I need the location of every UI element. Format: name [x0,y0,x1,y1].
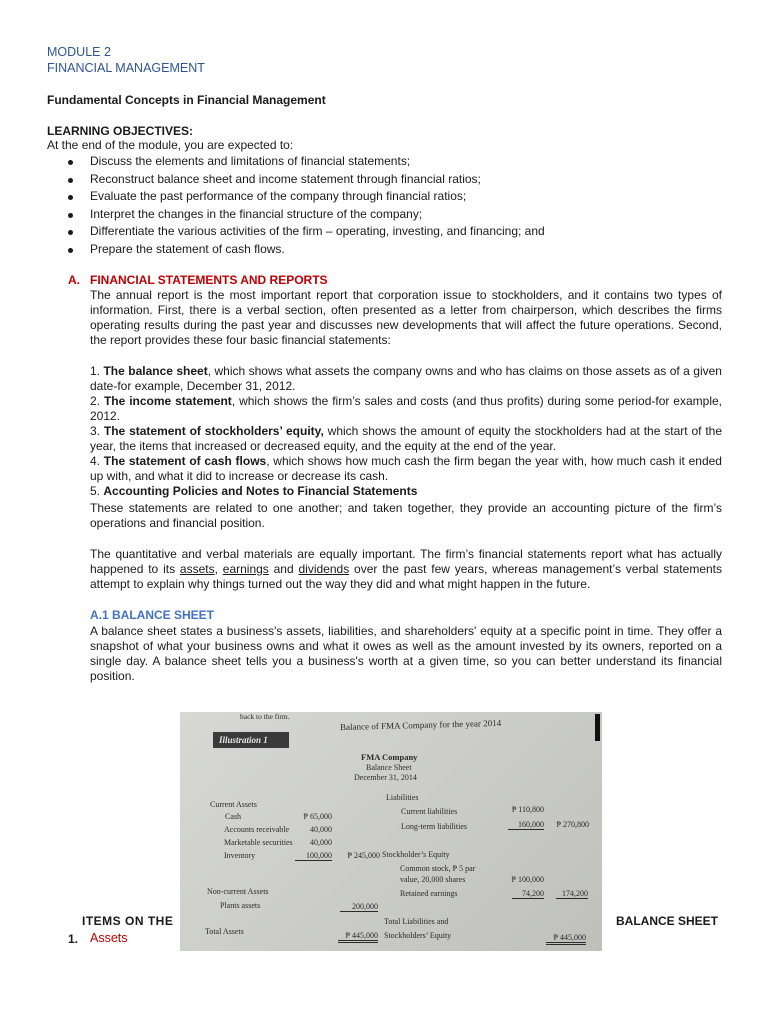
bullet-icon [68,213,73,218]
related-paragraph: These statements are related to one another; and taken together, they provide an accounting picture of the firm’s operations and financial position. [90,501,722,530]
list-item: Differentiate the various activities of the firm – operating, investing, and financing; and [90,223,545,241]
current-liabilities-value: ₱ 110,800 [511,805,544,814]
plant-value: 200,000 [340,902,378,912]
list-item: Evaluate the past performance of the company through financial ratios; [90,188,545,206]
statement-item: 3. The statement of stockholders’ equity, which shows the amount of equity the stockholders had at the start of the year, the items that increased or decreased equity, and the equity at the end of the year. [90,424,722,453]
document-name: Balance Sheet [366,763,412,772]
common-stock-value: ₱ 100,000 [511,875,544,884]
total-liab-equity-line1: Total Liabilities and [384,917,449,926]
bullet-icon [68,195,73,200]
liabilities-label: Liabilities [386,793,419,802]
retained-value: 74,200 [512,889,544,899]
statement-item: 5. Accounting Policies and Notes to Financial Statements [90,484,418,498]
list-item: Interpret the changes in the financial structure of the company; [90,206,545,224]
bullet-icon [68,160,73,165]
module-number: MODULE 2 [47,45,111,59]
assets-item-label: Assets [90,931,128,945]
section-a-intro: The annual report is the most important report that corporation issue to stockholders, and it contains two types of information. First, there is a verbal section, often presented as a letter from chairperson, which describes the firms operating results during the past year and discusses new developments that will affect the future operations. Second, the report provides these four basic financial statements: [90,288,722,347]
balance-sheet-illustration [180,712,602,951]
current-liabilities-label: Current liabilities [401,807,458,816]
list-item: Prepare the statement of cash flows. [90,241,545,259]
bullet-icon [68,248,73,253]
grand-total-value: ₱ 445,000 [546,933,586,945]
receivable-value: 40,000 [310,825,332,834]
dividends-link[interactable]: dividends [298,562,350,576]
bullet-icon [68,230,73,235]
securities-label: Marketable securities [224,838,293,847]
list-item: Discuss the elements and limitations of financial statements; [90,153,545,171]
total-assets-label: Total Assets [205,927,244,936]
section-a-title: FINANCIAL STATEMENTS AND REPORTS [90,273,328,287]
liabilities-total: ₱ 270,800 [556,820,589,829]
inventory-value: 100,000 [295,851,332,861]
equity-total: 174,200 [556,889,588,899]
total-assets-value: ₱ 445,000 [338,931,378,943]
items-heading-left: ITEMS ON THE [82,914,174,928]
statement-item: 2. The income statement, which shows the firm’s sales and costs (and thus profits) during some period-for example, 2012. [90,394,722,423]
statement-item: 1. The balance sheet, which shows what assets the company owns and who has claims on those assets as of a given date-for example, December 31, 2012. [90,364,722,393]
scan-edge-mark [595,714,600,741]
balance-sheet-heading: A.1 BALANCE SHEET [90,608,215,622]
receivable-label: Accounts receivable [224,825,290,834]
plant-label: Plants assets [220,901,261,910]
items-heading-right: BALANCE SHEET [616,914,719,928]
longterm-liabilities-label: Long-term liabilities [401,822,467,831]
illustration-caption: Balance of FMA Company for the year 2014 [339,717,502,733]
company-name: FMA Company [361,752,418,762]
current-assets-label: Current Assets [210,800,257,809]
longterm-liabilities-value: 160,000 [508,820,544,830]
retained-label: Retained earnings [400,889,458,898]
statements-list [90,364,722,499]
assets-link[interactable]: assets [179,562,215,576]
illustration-top-text: back to the firm. [240,712,290,721]
securities-value: 40,000 [310,838,332,847]
common-stock-line1: Common stock, ₱ 5 par [400,864,476,873]
current-assets-total: ₱ 245,000 [347,851,380,860]
statement-item: 4. The statement of cash flows, which shows how much cash the firm began the year with, how much cash it ended up with, and what it did to increase or decrease its cash. [90,454,722,483]
earnings-link[interactable]: earnings [222,562,269,576]
cash-label: Cash [225,812,241,821]
illustration-badge: Illustration 1 [213,732,289,748]
document-date: December 31, 2014 [354,773,417,782]
objectives-heading: LEARNING OBJECTIVES: [47,124,194,138]
quant-paragraph: The quantitative and verbal materials are equally important. The firm’s financial statements report what has actually happened to its assets, earnings and dividends over the past few years, whereas management’s verbal statements attempt to explain why things turned out the way they did and what might happen in the future. [90,547,722,591]
objectives-list [90,153,545,258]
balance-sheet-paragraph: A balance sheet states a business's assets, liabilities, and shareholders' equity at a specific point in time. They offer a snapshot of what your business owns and what it owes as well as the amount invested by its owners, reported on a single day. A balance sheet tells you a business's worth at a given time, so you can better understand its financial position. [90,624,722,683]
total-liab-equity-line2: Stockholders’ Equity [384,931,452,940]
bullet-icon [68,178,73,183]
inventory-label: Inventory [224,851,256,860]
objectives-intro: At the end of the module, you are expected to: [47,138,294,152]
list-item: Reconstruct balance sheet and income statement through financial ratios; [90,171,545,189]
section-a-letter: A. [68,273,80,287]
equity-label: Stockholder’s Equity [382,850,450,859]
topic-heading: Fundamental Concepts in Financial Management [47,93,326,107]
common-stock-line2: value, 20,000 shares [400,875,466,884]
noncurrent-label: Non-current Assets [207,887,269,896]
assets-item-number: 1. [68,932,79,946]
cash-value: ₱ 65,000 [303,812,332,821]
module-title: FINANCIAL MANAGEMENT [47,61,205,75]
